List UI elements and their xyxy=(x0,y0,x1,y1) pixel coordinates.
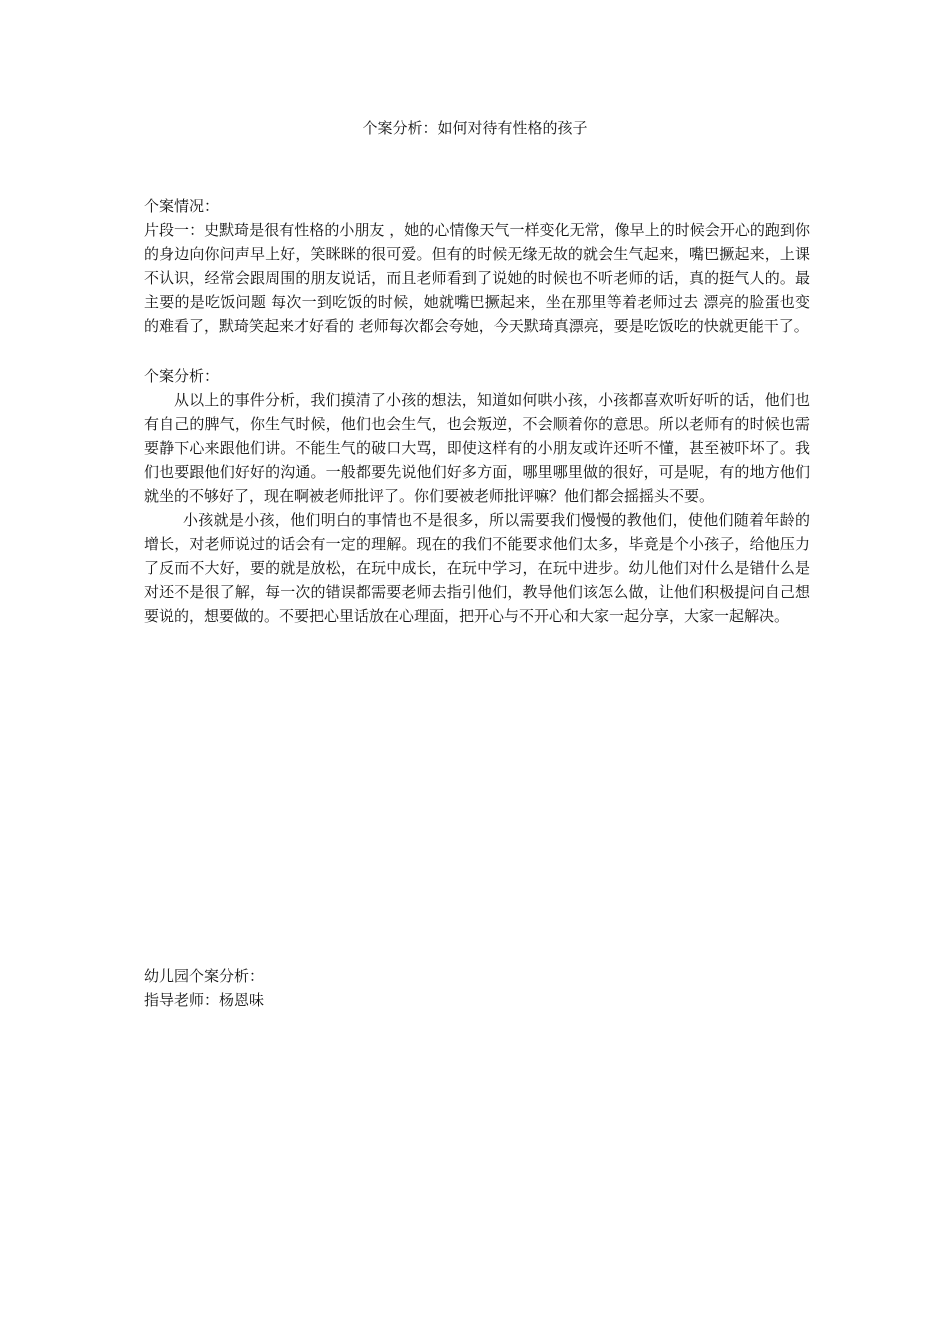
document-title: 个案分析：如何对待有性格的孩子 xyxy=(362,119,588,137)
case-analysis-section xyxy=(144,364,810,628)
case-analysis-paragraph-1: 从以上的事件分析，我们摸清了小孩的想法，知道如何哄小孩，小孩都喜欢听好听的话，他们也有自己的脾气，你生气时候，他们也会生气，也会叛逆，不会顺着你的意思。所以老师有的时候也需要静下心来跟他们讲。不能生气的破口大骂，即使这样有的小朋友或许还听不懂，甚至被吓坏了。我们也要跟他们好好的沟通。一般都要先说他们好多方面，哪里哪里做的很好，可是呢，有的地方他们就坐的不够好了，现在啊被老师批评了。你们要被老师批评嘛？他们都会摇摇头不要。 xyxy=(144,391,810,505)
case-analysis-heading: 个案分析： xyxy=(144,367,220,385)
case-situation-section xyxy=(144,194,810,338)
footer-teacher: 指导老师：杨恩味 xyxy=(144,991,265,1009)
case-analysis-paragraph-2: 小孩就是小孩，他们明白的事情也不是很多，所以需要我们慢慢的教他们，使他们随着年龄的增长，对老师说过的话会有一定的理解。现在的我们不能要求他们太多，毕竟是个小孩子，给他压力了反而不大好，要的就是放松，在玩中成长，在玩中学习，在玩中进步。幼儿他们对什么是错什么是对还不是很了解，每一次的错误都需要老师去指引他们，教导他们该怎么做，让他们积极提问自己想要说的，想要做的。不要把心里话放在心理面，把开心与不开心和大家一起分享，大家一起解决。 xyxy=(144,511,810,625)
case-situation-heading: 个案情况： xyxy=(144,197,220,215)
footer-subject: 幼儿园个案分析： xyxy=(144,967,265,985)
footer-section xyxy=(144,964,810,1012)
case-situation-paragraph: 片段一：史默琦是很有性格的小朋友 ，她的心情像天气一样变化无常，像早上的时候会开心的跑到你的身边向你问声早上好，笑眯眯的很可爱。但有的时候无缘无故的就会生气起来，嘴巴撅起来，上课不认识，经常会跟周围的朋友说话，而且老师看到了说她的时候也不听老师的话，真的挺气人的。最主要的是吃饭问题 每次一到吃饭的时候，她就嘴巴撅起来，坐在那里等着老师过去 漂亮的脸蛋也变的难看了，默琦笑起来才好看的 老师每次都会夸她，今天默琦真漂亮，要是吃饭吃的快就更能干了。 xyxy=(144,221,810,335)
